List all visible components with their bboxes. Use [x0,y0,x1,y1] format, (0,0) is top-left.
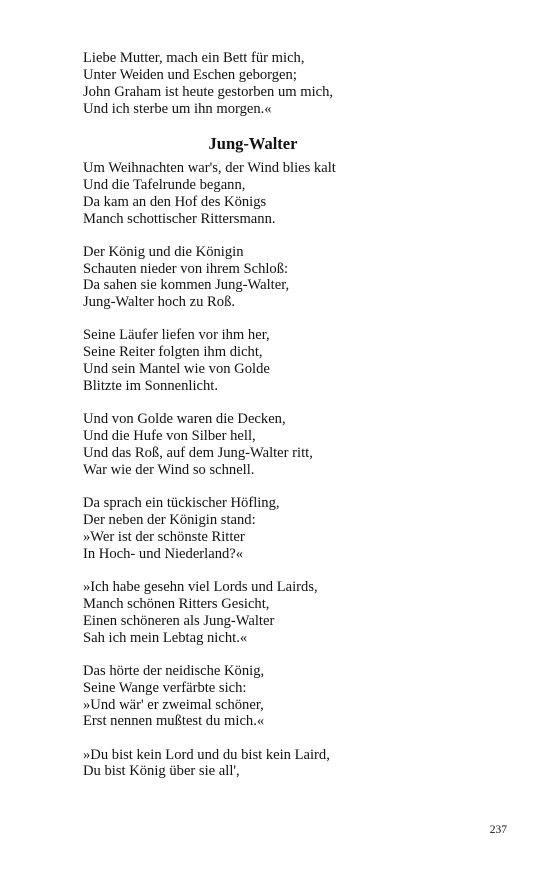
verse-line: Du bist König über sie all', [83,763,240,780]
verse-line: »Wer ist der schönste Ritter [83,528,245,545]
verse-line: Seine Läufer liefen vor ihm her, [83,327,270,344]
verse-line: Schauten nieder von ihrem Schloß: [83,260,289,277]
verse-line: Und das Roß, auf dem Jung-Walter ritt, [83,445,313,462]
stanza-1 [83,160,483,228]
stanza-2 [83,244,483,312]
opening-stanza [83,50,483,118]
verse-line: Erst nennen mußtest du mich.« [83,713,265,730]
verse-line: Der König und die Königin [83,243,244,260]
verse-line: Der neben der Königin stand: [83,511,256,528]
stanza-4 [83,411,483,479]
verse-line: Blitzte im Sonnenlicht. [83,378,218,395]
poem-title: Jung-Walter [208,133,298,153]
verse-line: Einen schöneren als Jung-Walter [83,612,275,629]
verse-line: Um Weihnachten war's, der Wind blies kalt [83,159,336,176]
page-number: 237 [489,824,507,836]
verse-line: »Du bist kein Lord und du bist kein Laird, [83,746,330,763]
verse-line: Da sahen sie kommen Jung-Walter, [83,277,290,294]
verse-line: Und sein Mantel wie von Golde [83,361,270,378]
verse-line: Und ich sterbe um ihn morgen.« [83,100,272,117]
verse-line: Manch schottischer Rittersmann. [83,210,276,227]
stanza-7 [83,663,483,731]
verse-line: Und von Golde waren die Decken, [83,411,286,428]
stanza-3 [83,327,483,395]
verse-line: Und die Hufe von Silber hell, [83,428,256,445]
verse-line: In Hoch- und Niederland?« [83,545,244,562]
verse-line: Sah ich mein Lebtag nicht.« [83,629,248,646]
verse-line: »Und wär' er zweimal schöner, [83,696,264,713]
verse-line: Seine Wange verfärbte sich: [83,679,247,696]
stanza-6 [83,579,483,647]
verse-line: Seine Reiter folgten ihm dicht, [83,344,263,361]
verse-line: Da sprach ein tückischer Höfling, [83,495,280,512]
poem-text-block [83,50,483,780]
verse-line: Da kam an den Hof des Königs [83,193,267,210]
verse-line: Jung-Walter hoch zu Roß. [83,294,236,311]
verse-line: Unter Weiden und Eschen geborgen; [83,66,297,83]
verse-line: Liebe Mutter, mach ein Bett für mich, [83,50,305,66]
stanza-8 [83,747,483,781]
verse-line: War wie der Wind so schnell. [83,461,255,478]
verse-line: »Ich habe gesehn viel Lords und Lairds, [83,578,318,595]
verse-line: Manch schönen Ritters Gesicht, [83,595,270,612]
verse-line: Und die Tafelrunde begann, [83,176,246,193]
verse-line: Das hörte der neidische König, [83,662,265,679]
verse-line: John Graham ist heute gestorben um mich, [83,83,334,100]
stanza-5 [83,495,483,563]
